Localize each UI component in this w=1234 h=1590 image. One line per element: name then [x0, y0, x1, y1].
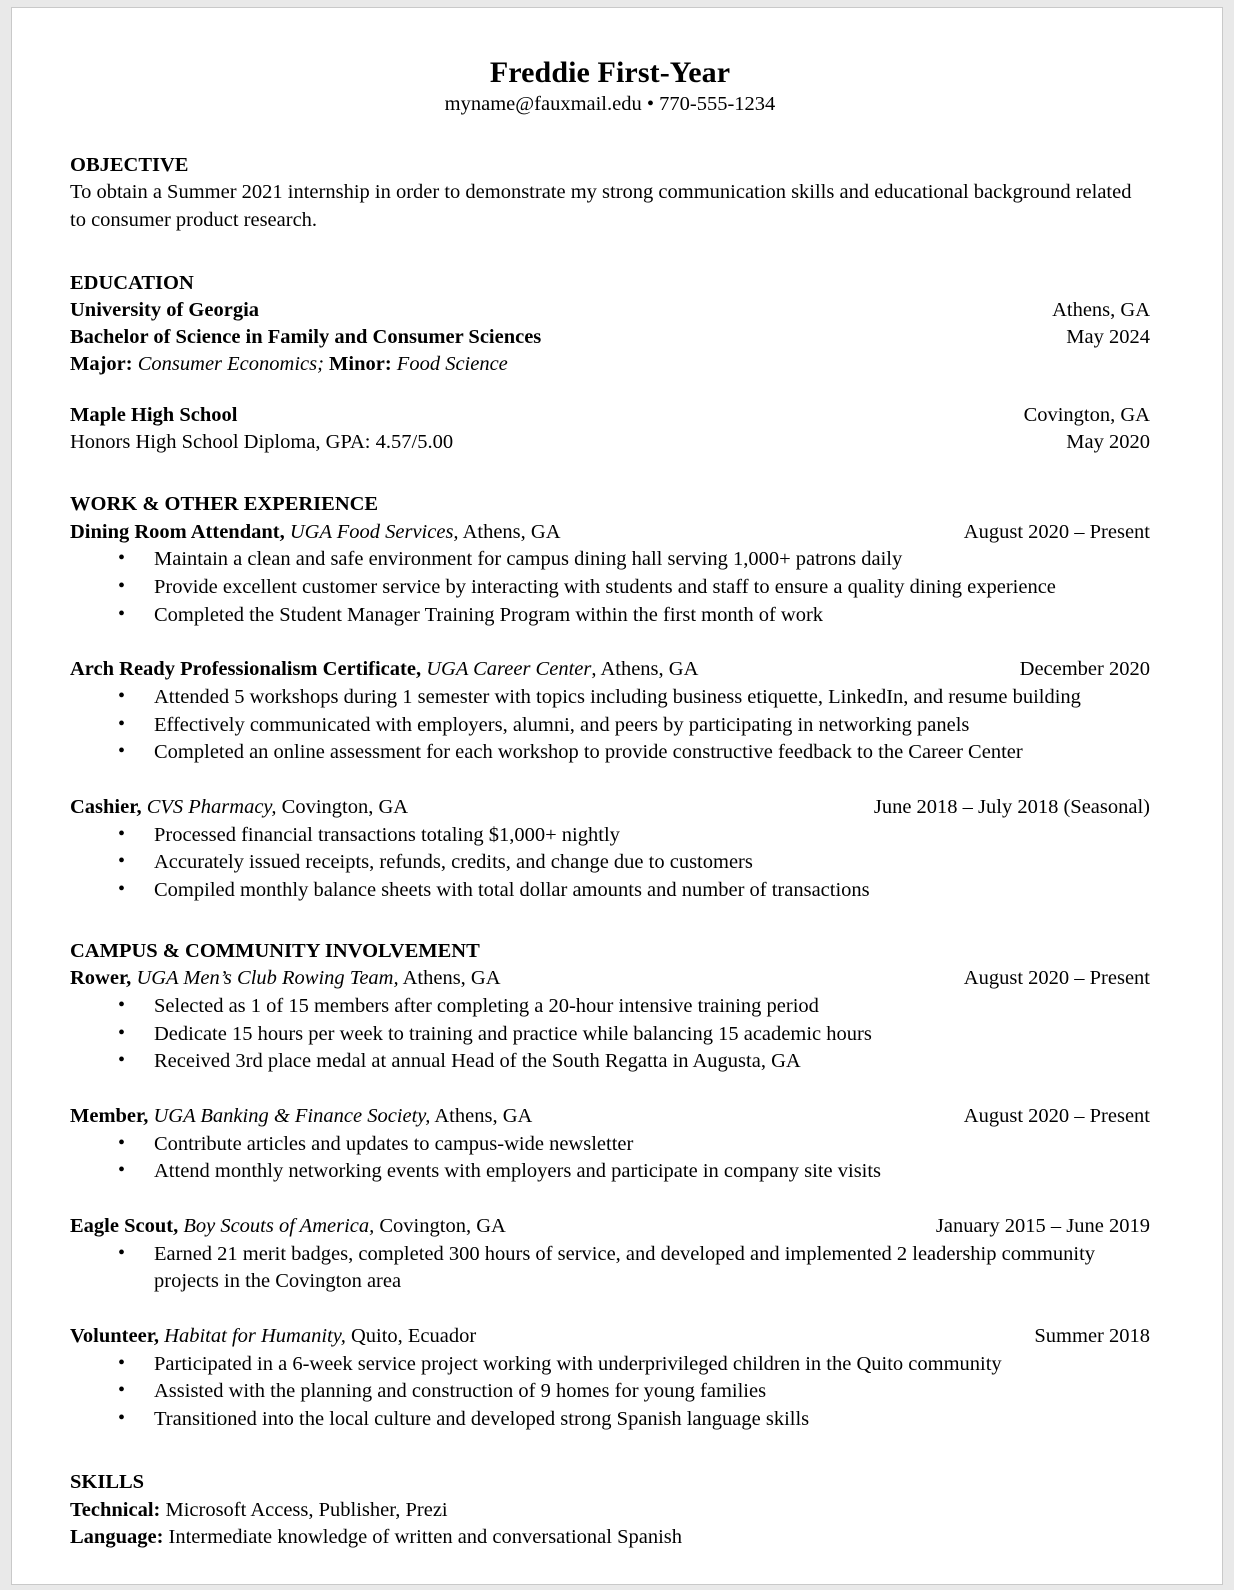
college-degree-row	[70, 324, 1150, 351]
section-objective	[70, 152, 1150, 234]
experience-entry-title-line	[70, 965, 501, 992]
experience-bullet: • Provide excellent customer service by interacting with students and staff to ensure a quality dining experience	[70, 574, 1150, 602]
experience-title: Dining Room Attendant,	[70, 520, 285, 543]
experience-bullet-list	[70, 822, 1150, 905]
experience-bullet-list	[70, 546, 1150, 629]
highschool-detail: Honors High School Diploma, GPA: 4.57/5.00	[70, 430, 454, 453]
college-degree: Bachelor of Science in Family and Consumer Sciences	[70, 326, 542, 348]
experience-location: Athens, GA	[402, 967, 501, 990]
skills-language-value: Intermediate knowledge of written and conversational Spanish	[168, 1525, 683, 1548]
experience-date: August 2020 – Present	[963, 967, 1150, 990]
experience-entry-header	[70, 1323, 1150, 1350]
education-heading: EDUCATION	[70, 271, 194, 294]
experience-bullet: • Attend monthly networking events with employers and participate in company site visits	[70, 1158, 1150, 1186]
skills-language-row	[70, 1524, 1150, 1551]
resume-page	[11, 7, 1223, 1585]
experience-location: , Athens, GA	[591, 658, 699, 681]
involvement-entries	[70, 965, 1150, 1433]
education-spacer	[70, 378, 1150, 402]
experience-bullet: • Assisted with the planning and construction of 9 homes for young families	[70, 1378, 1150, 1406]
work-heading: WORK & OTHER EXPERIENCE	[70, 493, 379, 516]
experience-bullet: • Received 3rd place medal at annual Head of the South Regatta in Augusta, GA	[70, 1048, 1150, 1076]
experience-entry	[70, 519, 1150, 630]
skills-technical-row	[70, 1497, 1150, 1524]
work-entries	[70, 519, 1150, 905]
experience-bullet: • Selected as 1 of 15 members after completing a 20-hour intensive training period	[70, 993, 1150, 1021]
experience-bullet: • Transitioned into the local culture and developed strong Spanish language skills	[70, 1406, 1150, 1434]
experience-entry	[70, 1103, 1150, 1186]
experience-location: Athens, GA	[434, 1104, 533, 1127]
major-value: Consumer Economics;	[137, 352, 324, 375]
experience-bullet-list	[70, 1351, 1150, 1434]
objective-text: To obtain a Summer 2021 internship in order to demonstrate my strong communication skills and educational background related to consumer product research.	[70, 181, 1132, 231]
experience-location: Quito, Ecuador	[350, 1324, 477, 1347]
experience-bullet-list	[70, 1131, 1150, 1186]
experience-bullet: • Completed an online assessment for each workshop to provide constructive feedback to the Career Center	[70, 739, 1150, 767]
experience-entry-title-line	[70, 656, 698, 683]
involvement-heading: CAMPUS & COMMUNITY INVOLVEMENT	[70, 940, 480, 963]
experience-date: Summer 2018	[1034, 1324, 1150, 1347]
experience-title: Member,	[70, 1104, 149, 1127]
experience-bullet: • Processed financial transactions totaling $1,000+ nightly	[70, 822, 1150, 850]
experience-entry-title-line	[70, 1323, 476, 1350]
experience-organization: UGA Career Center	[426, 658, 592, 681]
college-date: May 2024	[1066, 326, 1150, 348]
section-work-experience	[70, 491, 1150, 904]
experience-entry-title-line	[70, 519, 561, 546]
education-entry-highschool	[70, 402, 1150, 456]
college-major-minor-row	[70, 351, 1150, 378]
experience-organization: UGA Food Services,	[289, 520, 459, 543]
section-skills	[70, 1469, 1150, 1551]
experience-organization: UGA Banking & Finance Society,	[153, 1104, 431, 1127]
section-involvement	[70, 938, 1150, 1433]
experience-bullet: • Compiled monthly balance sheets with total dollar amounts and number of transactions	[70, 877, 1150, 905]
experience-entry-header	[70, 1103, 1150, 1130]
college-school: University of Georgia	[70, 299, 260, 322]
experience-organization: Boy Scouts of America,	[183, 1214, 375, 1237]
minor-label: Minor:	[329, 352, 392, 375]
contact-line: myname@fauxmail.edu • 770-555-1234	[444, 92, 776, 115]
experience-date: August 2020 – Present	[963, 1104, 1150, 1127]
experience-entry	[70, 656, 1150, 767]
experience-title: Arch Ready Professionalism Certificate,	[70, 658, 422, 681]
experience-date: January 2015 – June 2019	[935, 1214, 1150, 1237]
experience-bullet-list	[70, 993, 1150, 1076]
experience-bullet-list	[70, 1241, 1150, 1296]
highschool-date: May 2020	[1066, 430, 1150, 453]
experience-entry	[70, 1323, 1150, 1434]
section-education	[70, 270, 1150, 455]
experience-title: Cashier,	[70, 795, 142, 818]
experience-bullet: • Dedicate 15 hours per week to training and practice while balancing 15 academic hours	[70, 1021, 1150, 1049]
experience-entry	[70, 1213, 1150, 1296]
experience-entry-header	[70, 794, 1150, 821]
experience-location: Athens, GA	[462, 520, 561, 543]
experience-bullet: • Accurately issued receipts, refunds, credits, and change due to customers	[70, 849, 1150, 877]
experience-organization: Habitat for Humanity,	[164, 1324, 346, 1347]
experience-entry	[70, 965, 1150, 1076]
experience-bullet: • Completed the Student Manager Training Program within the first month of work	[70, 602, 1150, 630]
resume-header	[70, 56, 1150, 116]
highschool-location: Covington, GA	[1023, 403, 1150, 426]
experience-title: Rower,	[70, 967, 132, 990]
highschool-detail-row	[70, 429, 1150, 456]
candidate-name: Freddie First-Year	[489, 56, 731, 89]
experience-entry-title-line	[70, 1103, 532, 1130]
experience-date: June 2018 – July 2018 (Seasonal)	[873, 795, 1150, 818]
minor-value: Food Science	[396, 352, 508, 375]
experience-date: December 2020	[1019, 658, 1150, 681]
objective-heading: OBJECTIVE	[70, 154, 189, 177]
education-entry-college	[70, 297, 1150, 378]
experience-organization: CVS Pharmacy,	[146, 795, 277, 818]
skills-language-label: Language:	[70, 1525, 164, 1548]
college-location: Athens, GA	[1052, 299, 1150, 322]
skills-heading: SKILLS	[70, 1471, 145, 1494]
experience-title: Eagle Scout,	[70, 1214, 179, 1237]
experience-entry-header	[70, 656, 1150, 683]
experience-organization: UGA Men’s Club Rowing Team,	[136, 967, 399, 990]
experience-location: Covington, GA	[379, 1214, 506, 1237]
resume-content	[70, 56, 1150, 1551]
skills-technical-label: Technical:	[70, 1498, 161, 1521]
major-label: Major:	[70, 352, 133, 375]
experience-date: August 2020 – Present	[963, 520, 1150, 543]
highschool-school: Maple High School	[70, 403, 238, 426]
experience-bullet: • Participated in a 6-week service project working with underprivileged children in the Quito community	[70, 1351, 1150, 1379]
college-school-row	[70, 297, 1150, 324]
skills-technical-value: Microsoft Access, Publisher, Prezi	[165, 1498, 448, 1521]
experience-entry-header	[70, 965, 1150, 992]
experience-bullet: • Contribute articles and updates to campus-wide newsletter	[70, 1131, 1150, 1159]
experience-bullet: • Earned 21 merit badges, completed 300 hours of service, and developed and implemented 2 leadership community projects in the Covington area	[70, 1241, 1150, 1296]
experience-entry-header	[70, 519, 1150, 546]
experience-entry-header	[70, 1213, 1150, 1240]
experience-bullet: • Attended 5 workshops during 1 semester with topics including business etiquette, LinkedIn, and resume building	[70, 684, 1150, 712]
experience-entry-title-line	[70, 794, 408, 821]
experience-bullet: • Effectively communicated with employers, alumni, and peers by participating in networking panels	[70, 712, 1150, 740]
experience-location: Covington, GA	[281, 795, 409, 818]
experience-entry	[70, 794, 1150, 905]
highschool-school-row	[70, 402, 1150, 429]
experience-bullet-list	[70, 684, 1150, 767]
experience-entry-title-line	[70, 1213, 506, 1240]
experience-title: Volunteer,	[70, 1324, 160, 1347]
experience-bullet: • Maintain a clean and safe environment for campus dining hall serving 1,000+ patrons daily	[70, 546, 1150, 574]
